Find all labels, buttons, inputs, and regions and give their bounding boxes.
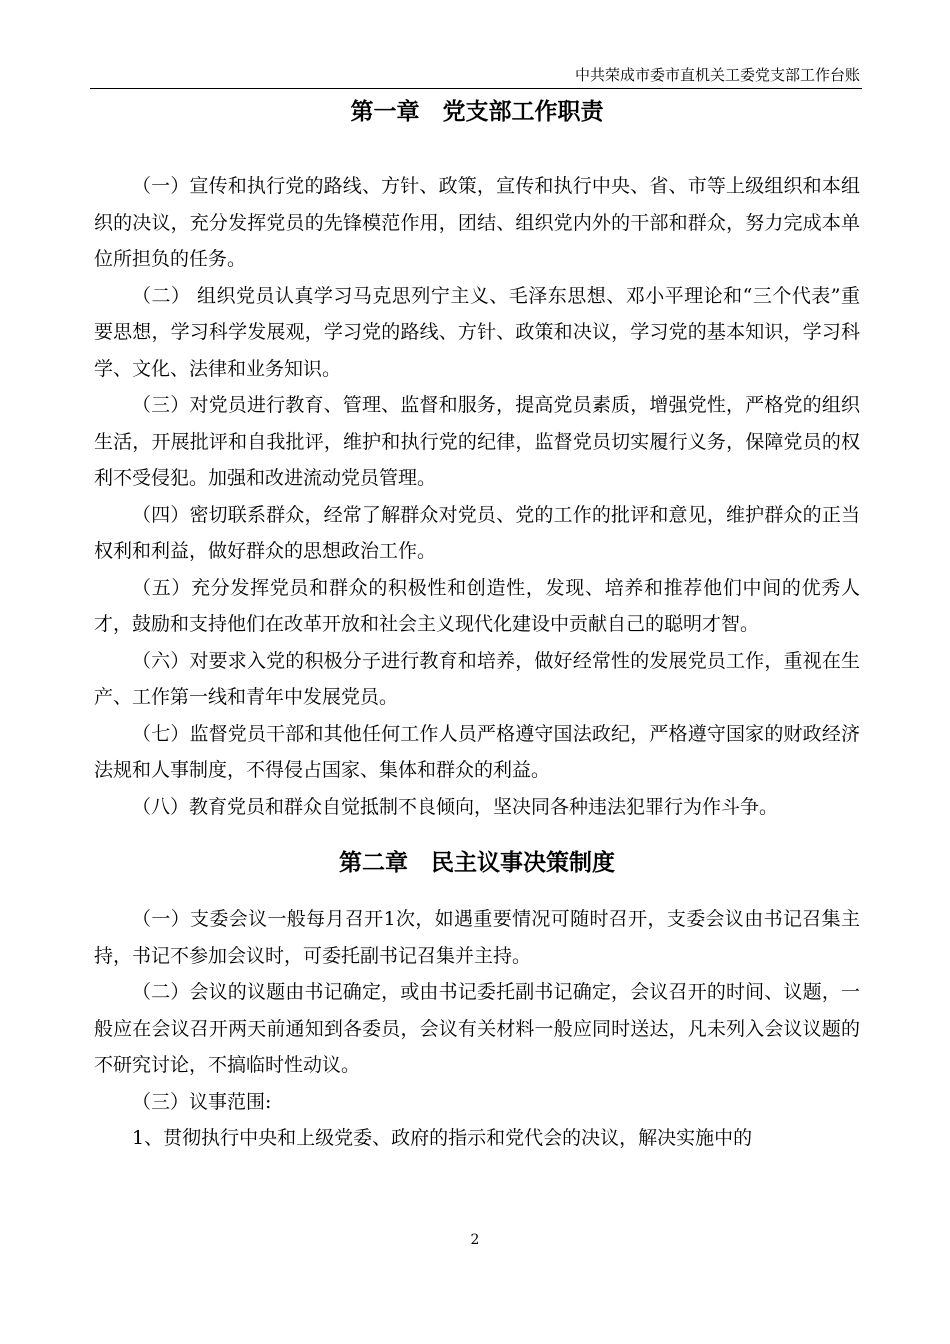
running-header: 中共荣成市委市直机关工委党支部工作台账	[574, 66, 860, 84]
paragraph: （二） 组织党员认真学习马克思列宁主义、毛泽东思想、邓小平理论和“三个代表”重要思想，学习科学发展观，学习党的路线、方针、政策和决议，学习党的基本知识，学习科学、文化、法律和业务知识。	[94, 284, 860, 380]
document-body	[94, 92, 860, 1157]
chapter-1-title: 第一章 党支部工作职责	[350, 99, 604, 125]
paragraph: （八）教育党员和群众自觉抵制不良倾向，坚决同各种违法犯罪行为作斗争。	[132, 795, 779, 818]
page-number: 2	[470, 1232, 480, 1248]
paragraph: （一）宣传和执行党的路线、方针、政策，宣传和执行中央、省、市等上级组织和本组织的决议，充分发挥党员的先锋模范作用，团结、组织党内外的干部和群众，努力完成本单位所担负的任务。	[94, 175, 860, 270]
header-divider	[90, 88, 862, 89]
paragraph: （五）充分发挥党员和群众的积极性和创造性，发现、培养和推荐他们中间的优秀人才，鼓励和支持他们在改革开放和社会主义现代化建设中贡献自己的聪明才智。	[94, 576, 860, 635]
paragraph: （三）对党员进行教育、管理、监督和服务，提高党员素质，增强党性，严格党的组织生活，开展批评和自我批评，维护和执行党的纪律，监督党员切实履行义务，保障党员的权利不受侵犯。加强和改进流动党员管理。	[94, 394, 860, 489]
paragraph: （四）密切联系群众，经常了解群众对党员、党的工作的批评和意见，维护群众的正当权利和利益，做好群众的思想政治工作。	[94, 503, 860, 562]
paragraph: （一）支委会议一般每月召开1次，如遇重要情况可随时召开，支委会议由书记召集主持，书记不参加会议时，可委托副书记召集并主持。	[94, 908, 860, 967]
paragraph: （三）议事范围:	[132, 1090, 272, 1113]
paragraph: （二）会议的议题由书记确定，或由书记委托副书记确定，会议召开的时间、议题，一般应在会议召开两天前通知到各委员，会议有关材料一般应同时送达，凡未列入会议议题的不研究讨论，不搞临时性动议。	[94, 981, 860, 1076]
chapter-1-section	[94, 168, 860, 825]
paragraph: （七）监督党员干部和其他任何工作人员严格遵守国法政纪，严格遵守国家的财政经济法规和人事制度，不得侵占国家、集体和群众的利益。	[94, 722, 860, 781]
chapter-2-title: 第二章 民主议事决策制度	[339, 850, 615, 876]
paragraph: （六）对要求入党的积极分子进行教育和培养，做好经常性的发展党员工作，重视在生产、工作第一线和青年中发展党员。	[94, 649, 860, 708]
chapter-2-section	[94, 901, 860, 1157]
paragraph: 1、贯彻执行中央和上级党委、政府的指示和党代会的决议，解决实施中的	[132, 1127, 753, 1149]
